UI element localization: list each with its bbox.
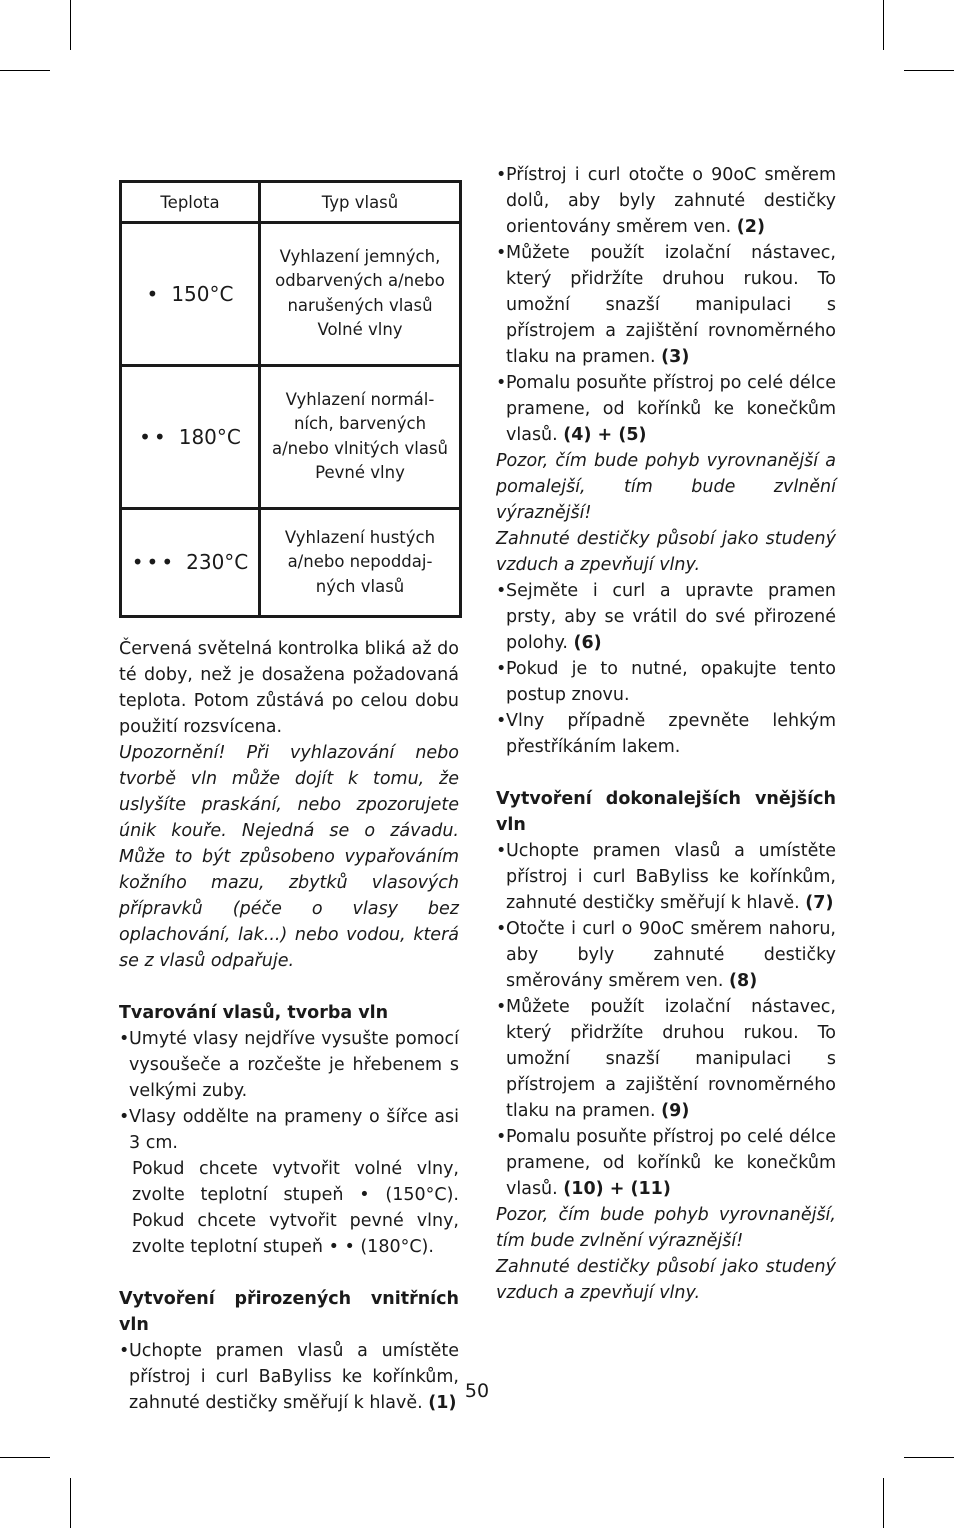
caution-note: Zahnuté destičky působí jako studený vzduch a zpevňují vlny. (496, 1257, 836, 1303)
right-column (496, 162, 836, 1306)
section-heading: Tvarování vlasů, tvorba vln (119, 1003, 389, 1023)
hair-type-line: odbarvených a/nebo (275, 271, 445, 291)
list-item (119, 1338, 459, 1416)
figure-reference: (1) (428, 1393, 457, 1413)
crop-mark (0, 70, 50, 71)
crop-mark (70, 0, 71, 50)
list-item (496, 838, 836, 916)
crop-mark (0, 1457, 50, 1458)
hair-type-cell (260, 223, 461, 366)
list-item (496, 916, 836, 994)
intro-paragraph: Červená světelná kontrolka bliká až do té doby, než je dosažena požadovaná teplota. Potom zůstává po celou dobu použití rozsvícena. (119, 639, 459, 737)
warning-paragraph: Upozornění! Při vyhlazování nebo tvorbě vln může dojít k tomu, že uslyšíte praskání, nebo zpozorujete únik kouře. Nejedná se o závadu. Může to být způsobeno vypařováním kožního mazu, zbytků vlasových přípravků (péče o vlasy bez oplachování, lak...) nebo vodou, která se z vlasů odpařuje. (119, 743, 459, 971)
caution-note: Pozor, čím bude pohyb vyrovnanější, tím bude zvlnění výraznější! (496, 1205, 836, 1251)
list-item-text: Pokud je to nutné, opakujte tento postup znovu. (506, 659, 836, 705)
list-item-text: Uchopte pramen vlasů a umístěte přístroj i curl BaByliss ke kořínkům, zahnuté destičky směřují k hlavě. (129, 1341, 459, 1413)
caution-note: Zahnuté destičky působí jako studený vzduch a zpevňují vlny. (496, 529, 836, 575)
list-item: • Vlasy oddělte na prameny o šířce asi 3 cm. (119, 1104, 459, 1156)
crop-mark (883, 0, 884, 50)
instruction-list (496, 162, 836, 448)
list-item (496, 1124, 836, 1202)
temperature-value: 150°C (171, 281, 234, 306)
crop-mark (904, 1457, 954, 1458)
hair-type-line: ních, barvených (293, 414, 427, 434)
instruction-list (119, 1026, 459, 1156)
temperature-value: 180°C (178, 424, 241, 449)
list-item: • Umyté vlasy nejdříve vysušte pomocí vysoušeče a rozčešte je hřebenem s velkými zuby. (119, 1026, 459, 1104)
figure-reference: (4) + (5) (563, 425, 647, 445)
temperature-note: Pokud chcete vytvořit volné vlny, zvolte teplotní stupeň • (150°C). Pokud chcete vytvořit pevné vlny, zvolte teplotní stupeň • • (180°C). (132, 1159, 459, 1257)
table-row (121, 223, 461, 366)
hair-type-line: ných vlasů (315, 576, 405, 596)
list-item (496, 994, 836, 1124)
list-item-text: Uchopte pramen vlasů a umístěte přístroj i curl BaByliss ke kořínkům, zahnuté destičky směřují k hlavě. (506, 841, 836, 913)
temperature-table (119, 180, 462, 618)
list-item-text: Otočte i curl o 90oC směrem nahoru, aby byly zahnuté destičky směrovány směrem ven. (506, 919, 836, 991)
list-item-text: Pomalu posuňte přístroj po celé délce pramene, od kořínků ke konečkům vlasů. (506, 373, 836, 445)
section-heading: Vytvoření přirozených vnitřních vln (119, 1289, 459, 1335)
hair-type-cell (260, 365, 461, 508)
table-row (121, 365, 461, 508)
list-item-text: Pomalu posuňte přístroj po celé délce pramene, od kořínků ke konečkům vlasů. (506, 1127, 836, 1199)
list-item (496, 578, 836, 656)
hair-type-line: narušených vlasů (287, 295, 433, 315)
instruction-list (496, 838, 836, 1202)
page-number: 50 (464, 1380, 490, 1402)
figure-reference: (9) (661, 1101, 690, 1121)
temperature-dots: ••• (131, 550, 177, 575)
temperature-dots: •• (139, 424, 169, 449)
figure-reference: (8) (729, 971, 758, 991)
list-item (496, 240, 836, 370)
temperature-dots: • (146, 281, 162, 306)
hair-type-line: Vyhlazení normál- (285, 389, 435, 409)
list-item-text: Přístroj i curl otočte o 90oC směrem dolů, aby byly zahnuté destičky orientovány směrem ven. (506, 165, 836, 237)
figure-reference: (6) (573, 633, 602, 653)
left-column (119, 636, 459, 1416)
list-item (496, 162, 836, 240)
temperature-value: 230°C (186, 550, 249, 575)
section-heading: Vytvoření dokonalejších vnějších vln (496, 789, 836, 835)
table-row (121, 508, 461, 616)
table-header: Teplota (121, 182, 260, 223)
hair-type-line: Volné vlny (317, 320, 403, 340)
figure-reference: (7) (805, 893, 834, 913)
hair-type-line: Pevné vlny (315, 463, 405, 483)
hair-type-line: a/nebo nepoddaj- (287, 552, 433, 572)
table-header-row (121, 182, 461, 223)
instruction-list (496, 578, 836, 760)
hair-type-line: Vyhlazení hustých (284, 527, 436, 547)
crop-mark (70, 1478, 71, 1528)
figure-reference: (10) + (11) (563, 1179, 671, 1199)
temperature-cell (121, 508, 260, 616)
list-item-text: Můžete použít izolační nástavec, který přidržíte druhou rukou. To umožní snazší manipulaci s přístrojem a zajištění rovnoměrného tlaku na pramen. (506, 243, 836, 367)
table-header: Typ vlasů (260, 182, 461, 223)
crop-mark (883, 1478, 884, 1528)
crop-mark (904, 70, 954, 71)
list-item-text: Vlny případně zpevněte lehkým přestříkáním lakem. (506, 711, 836, 757)
list-item-text: Sejměte i curl a upravte pramen prsty, aby se vrátil do své přirozené polohy. (506, 581, 836, 653)
list-item (496, 708, 836, 760)
figure-reference: (2) (736, 217, 765, 237)
temperature-cell (121, 223, 260, 366)
caution-note: Pozor, čím bude pohyb vyrovnanější a pomalejší, tím bude zvlnění výraznější! (496, 451, 836, 523)
hair-type-line: a/nebo vlnitých vlasů (271, 438, 448, 458)
instruction-list (119, 1338, 459, 1416)
hair-type-cell (260, 508, 461, 616)
temperature-cell (121, 365, 260, 508)
list-item (496, 370, 836, 448)
hair-type-line: Vyhlazení jemných, (279, 246, 441, 266)
list-item-text: Můžete použít izolační nástavec, který přidržíte druhou rukou. To umožní snazší manipulaci s přístrojem a zajištění rovnoměrného tlaku na pramen. (506, 997, 836, 1121)
list-item (496, 656, 836, 708)
figure-reference: (3) (661, 347, 690, 367)
